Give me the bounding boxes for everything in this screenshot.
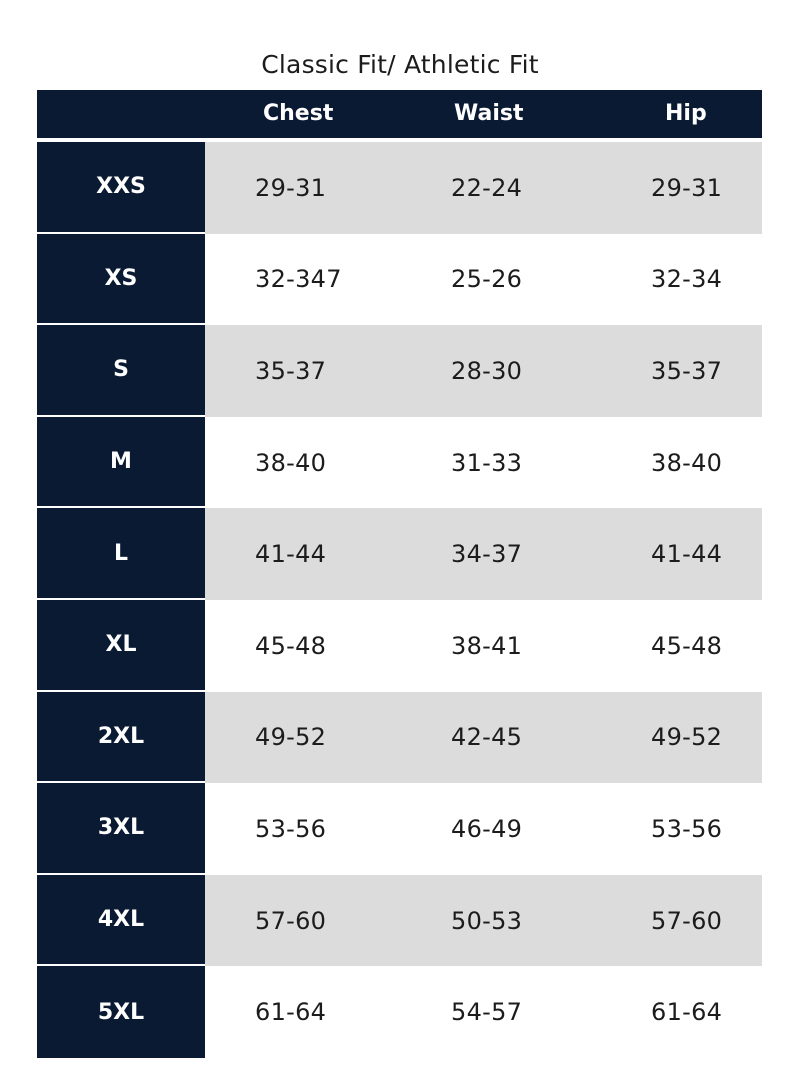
hip-value: 32-34 bbox=[651, 265, 723, 294]
size-table bbox=[37, 90, 762, 1058]
waist-value: 46-49 bbox=[451, 814, 523, 843]
table-row bbox=[37, 600, 762, 692]
waist-value: 22-24 bbox=[451, 173, 523, 202]
table-row bbox=[37, 234, 762, 326]
table-row bbox=[37, 875, 762, 967]
chest-value: 53-56 bbox=[255, 814, 327, 843]
table-row bbox=[37, 692, 762, 784]
chest-value: 41-44 bbox=[255, 540, 327, 569]
column-header-hip: Hip bbox=[665, 101, 707, 126]
size-label: 4XL bbox=[37, 875, 205, 967]
hip-value: 53-56 bbox=[651, 814, 723, 843]
table-body bbox=[37, 142, 762, 1058]
waist-value: 42-45 bbox=[451, 723, 523, 752]
hip-value: 45-48 bbox=[651, 631, 723, 660]
size-label: XXS bbox=[37, 142, 205, 234]
hip-value: 61-64 bbox=[651, 998, 723, 1027]
size-label: 3XL bbox=[37, 783, 205, 875]
table-row bbox=[37, 417, 762, 509]
table-row bbox=[37, 783, 762, 875]
table-row bbox=[37, 508, 762, 600]
waist-value: 38-41 bbox=[451, 631, 523, 660]
size-label: M bbox=[37, 417, 205, 509]
chest-value: 49-52 bbox=[255, 723, 327, 752]
table-header bbox=[37, 90, 762, 138]
hip-value: 35-37 bbox=[651, 356, 723, 385]
chest-value: 57-60 bbox=[255, 906, 327, 935]
chart-title: Classic Fit/ Athletic Fit bbox=[261, 50, 539, 79]
table-row bbox=[37, 966, 762, 1058]
table-row bbox=[37, 142, 762, 234]
waist-value: 25-26 bbox=[451, 265, 523, 294]
waist-value: 54-57 bbox=[451, 998, 523, 1027]
chest-value: 45-48 bbox=[255, 631, 327, 660]
column-header-chest: Chest bbox=[263, 101, 334, 126]
chest-value: 38-40 bbox=[255, 448, 327, 477]
hip-value: 29-31 bbox=[651, 173, 723, 202]
waist-value: 34-37 bbox=[451, 540, 523, 569]
column-header-waist: Waist bbox=[454, 101, 524, 126]
waist-value: 50-53 bbox=[451, 906, 523, 935]
chest-value: 35-37 bbox=[255, 356, 327, 385]
size-label: S bbox=[37, 325, 205, 417]
waist-value: 28-30 bbox=[451, 356, 523, 385]
hip-value: 49-52 bbox=[651, 723, 723, 752]
hip-value: 38-40 bbox=[651, 448, 723, 477]
size-label: XL bbox=[37, 600, 205, 692]
chest-value: 61-64 bbox=[255, 998, 327, 1027]
size-label: L bbox=[37, 508, 205, 600]
size-label: 5XL bbox=[37, 966, 205, 1058]
hip-value: 57-60 bbox=[651, 906, 723, 935]
waist-value: 31-33 bbox=[451, 448, 523, 477]
hip-value: 41-44 bbox=[651, 540, 723, 569]
size-label: XS bbox=[37, 234, 205, 326]
chest-value: 32-347 bbox=[255, 265, 342, 294]
table-row bbox=[37, 325, 762, 417]
chest-value: 29-31 bbox=[255, 173, 327, 202]
size-label: 2XL bbox=[37, 692, 205, 784]
